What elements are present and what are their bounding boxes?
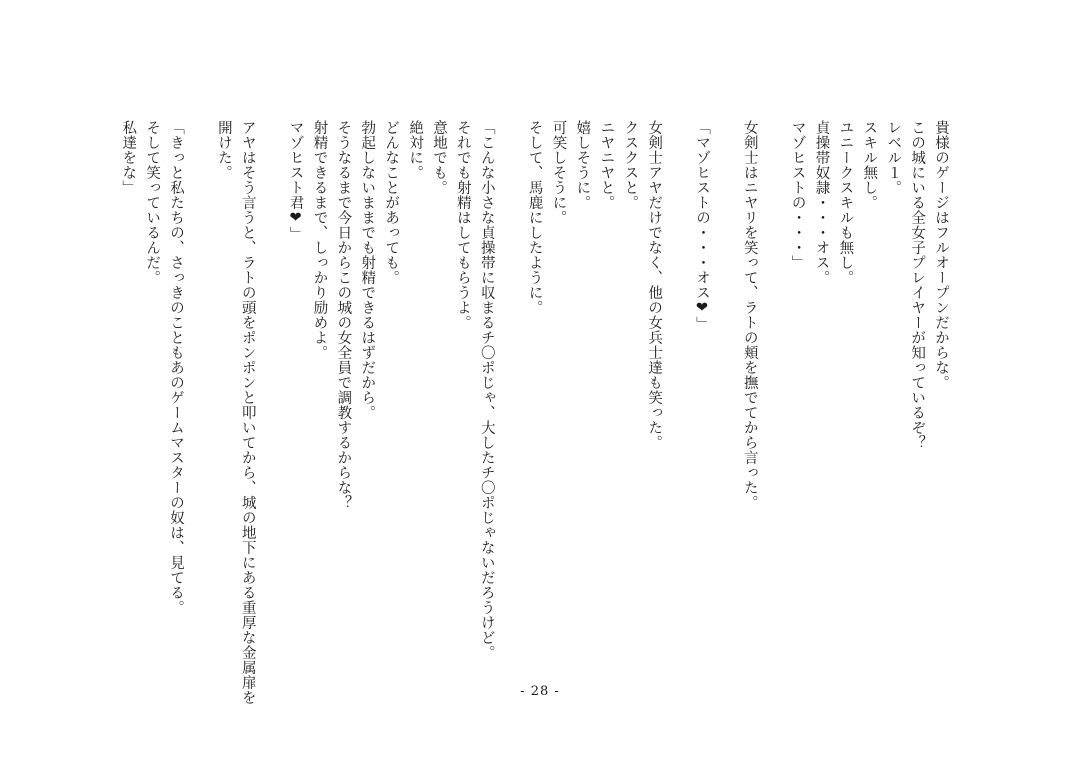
text-line: ニヤニヤと。 <box>598 120 615 210</box>
text-line: 嬉しそうに。 <box>574 120 591 210</box>
text-line: 貞操帯奴隷・・・オス。 <box>813 120 830 285</box>
text-line: どんなことがあっても。 <box>383 120 400 285</box>
text-line: 「こんな小さな貞操帯に収まるチ〇ポじゃ、大したチ〇ポじゃないだろうけど。 <box>478 120 495 660</box>
text-line: アヤはそう言うと、ラトの頭をポンポンと叩いてから、城の地下にある重厚な金属扉を <box>239 120 256 705</box>
blank-line <box>187 120 211 680</box>
text-line: そうなるまで今日からこの城の女全員で調教するからな？ <box>335 120 352 510</box>
text-line: マゾヒストの・・・」 <box>789 120 806 270</box>
text-line: 貴様のゲージはフルオープンだからな。 <box>933 120 949 390</box>
text-line: 「マゾヒストの・・・オス❤」 <box>693 120 710 332</box>
text-line: 射精できるまで、しっかり励めよ。 <box>311 120 328 360</box>
text-line: 女剣士はニヤリを笑って、ラトの頬を撫でてから言った。 <box>741 120 758 510</box>
text-line: この城にいる全女子プレイヤーが知っているぞ？ <box>909 120 926 450</box>
blank-line <box>498 120 522 680</box>
text-line: そして笑っているんだ。 <box>144 120 161 285</box>
blank-line <box>713 120 737 680</box>
text-line: レベル１。 <box>885 120 902 195</box>
text-line: スキル無し。 <box>861 120 878 210</box>
text-line: それでも射精はしてもらうよ。 <box>454 120 471 330</box>
text-line: 絶対に。 <box>407 120 424 180</box>
text-line: マゾヒスト君❤」 <box>287 120 304 242</box>
text-line: そして、馬鹿にしたように。 <box>526 120 543 315</box>
blank-line <box>259 120 283 680</box>
text-line: 勃起しないままでも射精できるはずだから。 <box>359 120 376 420</box>
page-number: - 28 - <box>520 684 560 699</box>
text-line: 私達をな」 <box>120 120 137 195</box>
text-line: 女剣士アヤだけでなく、他の女兵士達も笑った。 <box>646 120 663 450</box>
text-line: 開けた。 <box>215 120 232 180</box>
text-line: 可笑しそうに。 <box>550 120 567 225</box>
text-line: 「きっと私たちの、さっきのこともあのゲームマスターの奴は、見てる。 <box>168 120 184 615</box>
text-line: クスクスと。 <box>622 120 639 210</box>
blank-line <box>665 120 689 680</box>
text-line: ユニークスキルも無し。 <box>837 120 854 285</box>
blank-line <box>761 120 785 680</box>
text-line: 意地でも。 <box>430 120 447 195</box>
